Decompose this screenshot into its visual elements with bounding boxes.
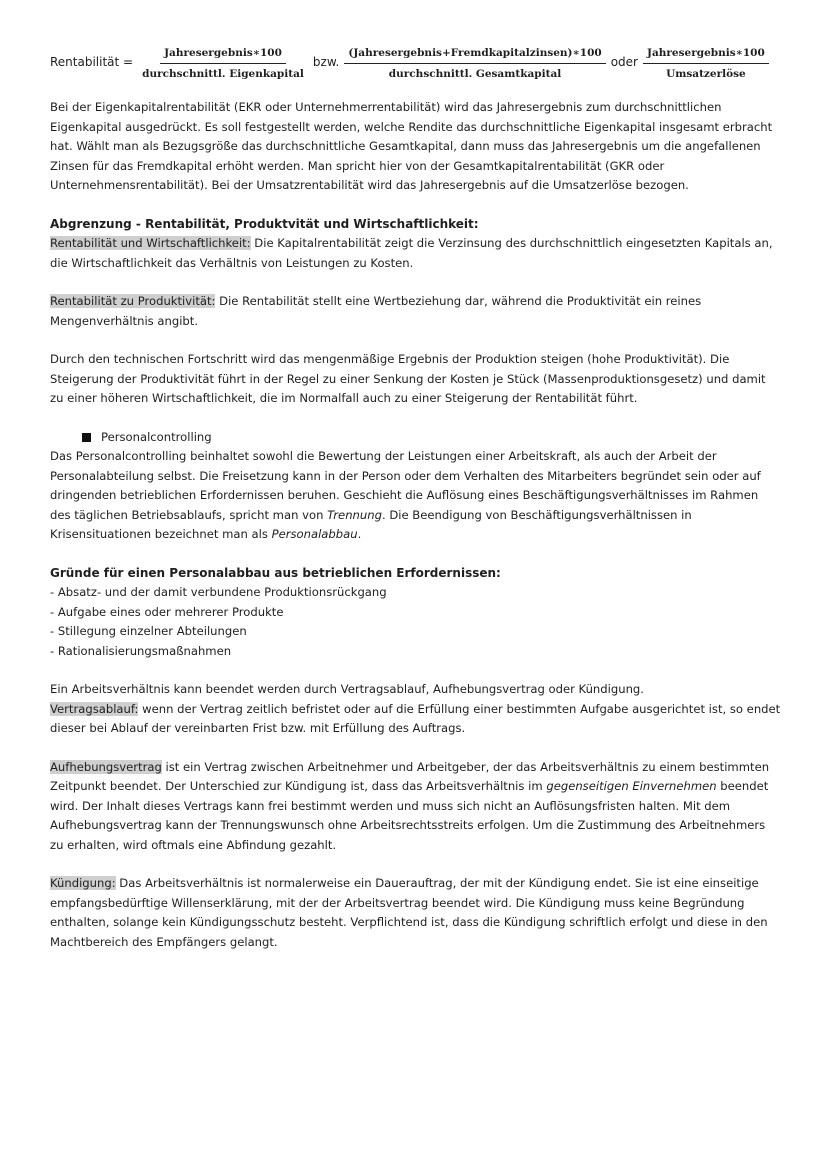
abgrenzung-text-1: Die Kapitalrentabilität zeigt die Verzinsung des durchschnittlich eingesetzten Kapitals an, die Wirtschaftlichkeit das Verhältnis von Leistungen zu Kosten.: [50, 236, 773, 270]
aufhebung-text-1: ist ein Vertrag zwischen Arbeitnehmer und Arbeitgeber, der das Arbeitsverhältnis zu einem bestimmten Zeitpunkt beendet. Der Unterschied zur Kündigung ist, dass das Arbeitsverhältnis im: [50, 759, 770, 793]
highlight-term: Rentabilität und Wirtschaftlichkeit:: [50, 236, 251, 250]
rentabilitaet-formula: [50, 40, 782, 86]
highlight-term: Vertragsablauf:: [50, 701, 139, 716]
formula-separator-oder: oder: [610, 55, 638, 70]
bullet-label: Personalcontrolling: [101, 429, 212, 444]
intro-paragraph: Bei der Eigenkapitalrentabilität (EKR oder Unternehmerrentabilität) wird das Jahresergebnis zum durchschnittlichen Eigenkapital ausgedrückt. Es soll festgestellt werden, welche Rendite das durchschnittliche Eigenkapital insgesamt erbracht hat. Wählt man als Bezugsgröße das durchschnittliche Gesamtkapital, dann muss das Jahresergebnis um die angefallenen Zinsen für das Fremdkapital erhöht werden. Man spricht hier von der Gesamtkapitalrentabilität (GKR oder Unternehmensrentabilität). Bei der Umsatzrentabilität wird das Jahresergebnis auf die Umsatzerlöse bezogen.: [50, 100, 773, 192]
document-page: [50, 40, 782, 952]
list-item: - Rationalisierungsmaßnahmen: [50, 642, 782, 662]
fraction-umsatz-numerator: Jahresergebnis∗100: [643, 45, 769, 64]
gruende-list: [50, 583, 782, 661]
fraction-gkr-denominator: durchschnittl. Gesamtkapital: [388, 67, 562, 80]
personalcontrolling-bullet: [50, 428, 782, 448]
fraction-gkr: [344, 45, 605, 82]
vertragsablauf-paragraph: [50, 700, 782, 739]
personalcontrolling-paragraph: [50, 447, 782, 545]
beendigung-intro: Ein Arbeitsverhältnis kann beendet werden durch Vertragsablauf, Aufhebungsvertrag oder Kündigung.: [50, 682, 644, 696]
fortschritt-paragraph: Durch den technischen Fortschritt wird das mengenmäßige Ergebnis der Produktion steigen (hohe Produktivität). Die Steigerung der Produktivität führt in der Regel zu einer Senkung der Kosten je Stück (Massenproduktionsgesetz) und damit zu einer höheren Wirtschaftlichkeit, die im Normalfall auch zu einer Steigerung der Rentabilität führt.: [50, 352, 766, 405]
aufhebungsvertrag-paragraph: [50, 758, 782, 856]
fraction-gkr-numerator: (Jahresergebnis+Fremdkapitalzinsen)∗100: [344, 45, 605, 64]
fraction-ekr: [138, 45, 308, 82]
abgrenzung-text-2: Die Rentabilität stellt eine Wertbeziehung dar, während die Produktivität ein reines Mengenverhältnis angibt.: [50, 294, 702, 328]
abgrenzung-paragraph-2: [50, 292, 782, 331]
personal-text-b: . Die Beendigung von Beschäftigungsverhältnissen in Krisensituationen bezeichnet man als: [50, 507, 692, 541]
kuendigung-paragraph: [50, 874, 782, 952]
personal-term-personalabbau: Personalabbau: [271, 527, 358, 541]
vertragsablauf-text: wenn der Vertrag zeitlich befristet oder auf die Erfüllung einer bestimmten Aufgabe ausgerichtet ist, so endet dieser bei Ablauf der vereinbarten Frist bzw. mit Erfüllung des Auftrags.: [50, 701, 781, 735]
abgrenzung-paragraph-1: [50, 234, 782, 273]
highlight-term: Kündigung:: [50, 876, 116, 890]
list-item: - Stillegung einzelner Abteilungen: [50, 622, 782, 642]
fraction-umsatz-denominator: Umsatzerlöse: [666, 67, 746, 80]
aufhebung-term-einvernehmen: gegenseitigen Einvernehmen: [546, 779, 717, 793]
fraction-ekr-numerator: Jahresergebnis∗100: [160, 45, 286, 64]
square-bullet-icon: [82, 433, 91, 442]
personal-term-trennung: Trennung: [327, 507, 382, 522]
personal-text-a: Das Personalcontrolling beinhaltet sowohl die Bewertung der Leistungen einer Arbeitskraft, als auch der Arbeit der Personalabteilung selbst. Die Freisetzung kann in der Person oder dem Verhalten des Mitarbeiters begründet sein oder auf dringenden betrieblichen Erfordernissen beruhen. Geschieht die Auflösung eines Beschäftigungsverhältnisses im Rahmen des täglichen Betriebsablaufs, spricht man von: [50, 449, 761, 522]
highlight-term: Rentabilität zu Produktivität:: [50, 294, 216, 308]
fraction-ekr-denominator: durchschnittl. Eigenkapital: [142, 67, 304, 80]
fraction-umsatz: [643, 45, 769, 82]
formula-separator-bzw: bzw.: [312, 55, 340, 70]
aufhebung-text-2: beendet wird. Der Inhalt dieses Vertrags kann frei bestimmt werden und muss sich nicht an Auflösungsfristen halten. Mit dem Aufhebungsvertrag kann der Trennungswunsch ohne Arbeitsrechtsstreits erfolgen. Um die Zustimmung des Arbeitnehmers zu erhalten, wird oftmals eine Abfindung gezahlt.: [50, 779, 769, 852]
list-item: - Aufgabe eines oder mehrerer Produkte: [50, 603, 782, 623]
gruende-heading: Gründe für einen Personalabbau aus betrieblichen Erfordernissen:: [50, 565, 501, 580]
personal-text-c: .: [357, 527, 362, 541]
abgrenzung-heading: Abgrenzung - Rentabilität, Produktvität und Wirtschaftlichkeit:: [50, 216, 479, 231]
kuendigung-text: Das Arbeitsverhältnis ist normalerweise ein Dauerauftrag, der mit der Kündigung endet. Sie ist eine einseitige empfangsbedürftige Willenserklärung, mit der der Arbeitsvertrag beendet wird. Die Kündigung muss keine Begründung enthalten, solange kein Kündigungsschutz besteht. Verpflichtend ist, dass die Kündigung schriftlich erfolgt und diese in den Machtbereich des Empfängers gelangt.: [50, 876, 768, 949]
list-item: - Absatz- und der damit verbundene Produktionsrückgang: [50, 583, 782, 603]
highlight-term: Aufhebungsvertrag: [50, 759, 162, 774]
formula-lhs: Rentabilität =: [50, 55, 134, 70]
